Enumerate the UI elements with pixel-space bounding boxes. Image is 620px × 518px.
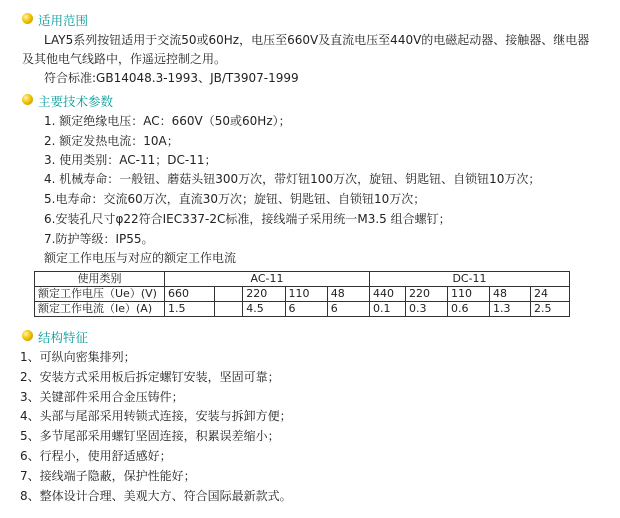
table-cell: 6 <box>285 302 327 317</box>
table-cell: 6 <box>327 302 369 317</box>
table-row <box>35 302 570 317</box>
table-cell: 48 <box>490 287 531 302</box>
bullet-icon <box>22 330 33 341</box>
table-header-cell: 使用类别 <box>35 272 165 287</box>
feature-item: 3、关键部件采用合金压铸件； <box>20 390 184 404</box>
table-cell: 220 <box>243 287 285 302</box>
table-cell: 0.3 <box>406 302 448 317</box>
table-cell: 0.1 <box>370 302 406 317</box>
table-cell: 1.3 <box>490 302 531 317</box>
feature-item: 5、多节尾部采用螺钉坚固连接，积累误差缩小； <box>20 429 280 443</box>
section-title-scope: 适用范围 <box>38 13 89 28</box>
param-item: 6.安装孔尺寸φ22符合IEC337-2C标准，接线端子采用统一M3.5 组合螺钉； <box>44 212 451 226</box>
table-cell: 0.6 <box>448 302 490 317</box>
feature-item: 2、安装方式采用板后拆定螺钉安装，坚固可靠； <box>20 370 280 384</box>
section-title-params: 主要技术参数 <box>38 94 114 109</box>
feature-item: 8、整体设计合理、美观大方、符合国际最新款式。 <box>20 489 292 503</box>
feature-item: 4、头部与尾部采用转锁式连接，安装与拆卸方便； <box>20 409 292 423</box>
table-header-row <box>35 272 570 287</box>
table-cell: 110 <box>285 287 327 302</box>
table-cell <box>215 287 243 302</box>
table-row-label: 额定工作电压（Ue）(V) <box>35 287 165 302</box>
section-title-features: 结构特征 <box>38 330 89 345</box>
bullet-icon <box>22 94 33 105</box>
table-row-label: 额定工作电流（Ie）(A) <box>35 302 165 317</box>
table-cell: 220 <box>406 287 448 302</box>
table-cell: 48 <box>327 287 369 302</box>
table-cell: 1.5 <box>165 302 215 317</box>
table-cell: 660 <box>165 287 215 302</box>
param-item: 7.防护等级：IP55。 <box>44 232 154 246</box>
scope-standard: 符合标准:GB14048.3-1993、JB/T3907-1999 <box>44 71 299 85</box>
table-caption: 额定工作电压与对应的额定工作电流 <box>44 251 237 265</box>
feature-item: 7、接线端子隐蔽，保护性能好； <box>20 469 196 483</box>
table-cell: 2.5 <box>531 302 570 317</box>
feature-item: 1、可纵向密集排列； <box>20 350 136 364</box>
table-header-cell: AC-11 <box>165 272 370 287</box>
table-cell: 110 <box>448 287 490 302</box>
table-cell: 24 <box>531 287 570 302</box>
param-item: 1. 额定绝缘电压：AC：660V（50或60Hz）； <box>44 114 291 128</box>
param-item: 5.电寿命：交流60万次，直流30万次；旋钮、钥匙钮、自锁钮10万次； <box>44 192 426 206</box>
scope-line-1: LAY5系列按钮适用于交流50或60Hz，电压至660V及直流电压至440V的电磁起动器、接触器、继电器 <box>44 33 590 47</box>
bullet-icon <box>22 13 33 24</box>
rated-current-table <box>34 271 570 317</box>
param-item: 3. 使用类别：AC-11；DC-11； <box>44 153 217 167</box>
table-header-cell: DC-11 <box>370 272 570 287</box>
scope-line-2: 及其他电气线路中，作遥远控制之用。 <box>22 52 227 66</box>
table-cell: 440 <box>370 287 406 302</box>
param-item: 2. 额定发热电流：10A； <box>44 134 179 148</box>
param-item: 4. 机械寿命：一般钮、蘑菇头钮300万次，带灯钮100万次，旋钮、钥匙钮、自锁钮10万次； <box>44 172 541 186</box>
table-row <box>35 287 570 302</box>
table-cell: 4.5 <box>243 302 285 317</box>
feature-item: 6、行程小，使用舒适感好； <box>20 449 172 463</box>
table-cell <box>215 302 243 317</box>
